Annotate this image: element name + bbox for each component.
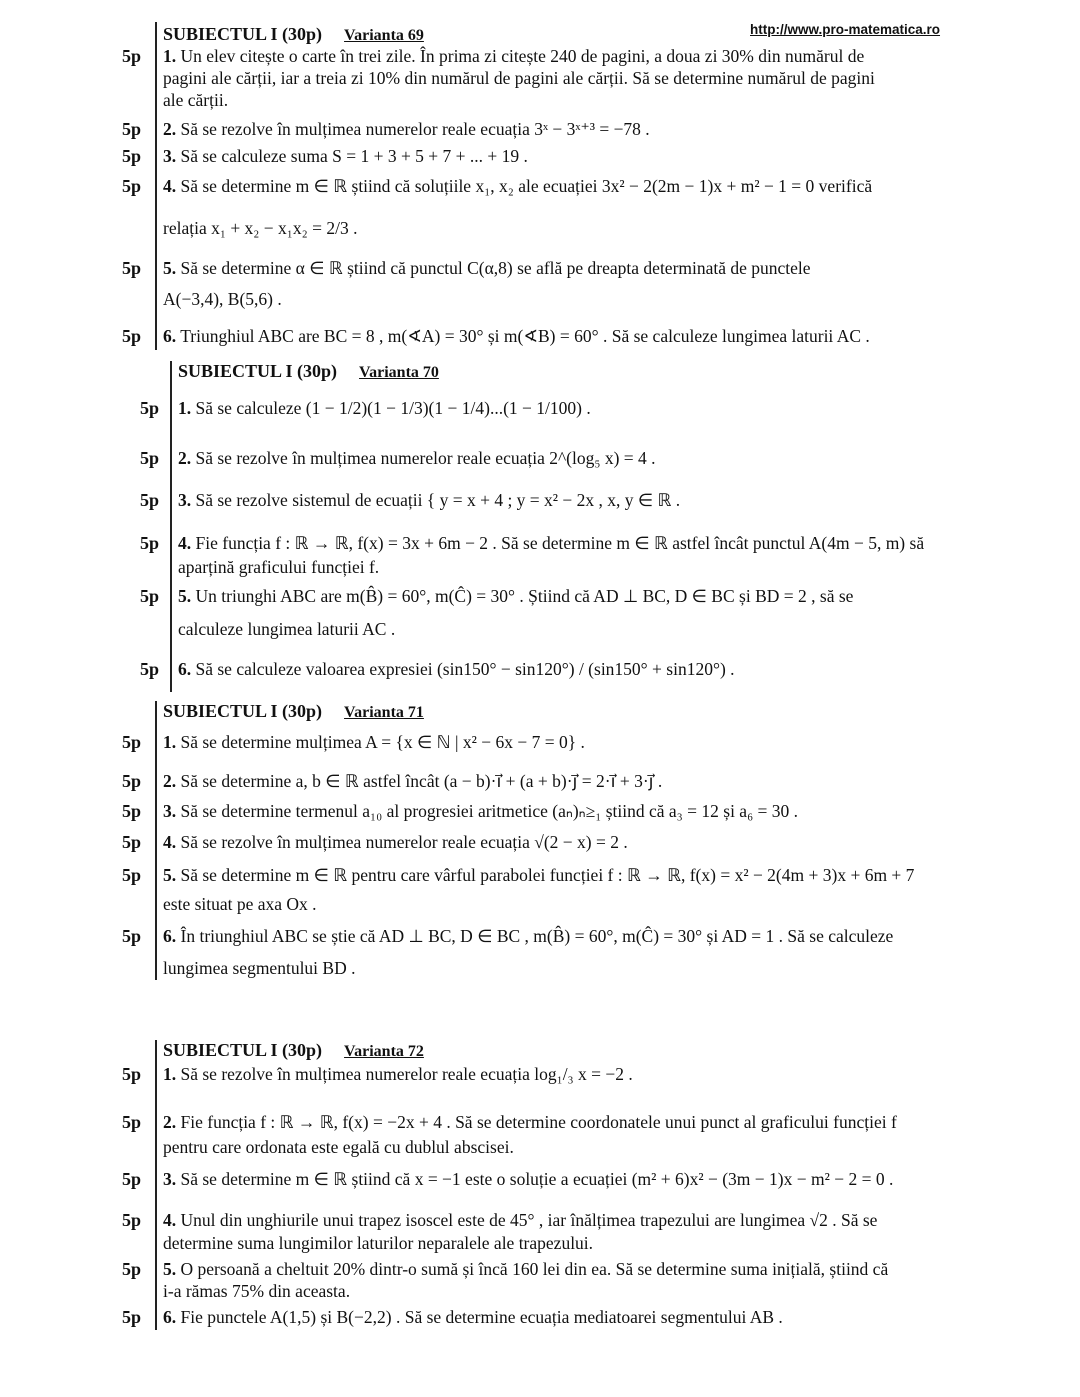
problem-text: Să se rezolve sistemul de ecuații { y = x + 4 ; y = x² − 2x , x, y ∈ ℝ . (195, 490, 681, 510)
problem-text-line (163, 68, 875, 89)
problem-text-line (163, 1112, 897, 1133)
problem-text: A(−3,4), B(5,6) . (163, 289, 282, 309)
problem-text-line (163, 958, 355, 979)
problem-text-line (178, 398, 591, 419)
problem-number: 4. (178, 533, 192, 553)
problem-number: 6. (178, 659, 192, 679)
points-label: 5p (122, 46, 142, 66)
points-label: 5p (122, 801, 142, 821)
problem-text: pagini ale cărții, iar a treia zi 10% din numărul de pagini ale cărții. Să se determine numărul de pagini (163, 68, 875, 88)
variant-label: Varianta 72 (344, 1043, 424, 1060)
problem-text: Fie funcția f : ℝ → ℝ, f(x) = 3x + 6m − 2 . Să se determine m ∈ ℝ astfel încât punctul A(4m − 5, m) să (195, 533, 925, 553)
problem-text-line (163, 894, 317, 915)
problem-number: 6. (163, 326, 177, 346)
problem-number: 1. (163, 46, 177, 66)
margin-rule (155, 701, 157, 980)
points-label: 5p (122, 865, 142, 885)
problem-text-line (163, 732, 585, 753)
problem-number: 3. (163, 1169, 177, 1189)
points-label: 5p (122, 1210, 142, 1230)
problem-number: 4. (163, 832, 177, 852)
problem-text-line (163, 865, 914, 886)
problem-text: calculeze lungimea laturii AC . (178, 619, 396, 639)
problem-text-line (163, 90, 228, 111)
points-label: 5p (122, 1112, 142, 1132)
problem-number: 1. (178, 398, 192, 418)
problem-number: 5. (163, 865, 177, 885)
problem-number: 5. (178, 586, 192, 606)
problem-text: Unul din unghiurile unui trapez isoscel este de 45° , iar înălțimea trapezului are lungimea √2 . Să se (180, 1210, 878, 1230)
problem-text-line (163, 1307, 783, 1328)
problem-text: Să se determine mulțimea A = {x ∈ ℕ | x² − 6x − 7 = 0} . (180, 732, 585, 752)
problem-text: Să se determine termenul a₁₀ al progresiei aritmetice (aₙ)ₙ≥₁ știind că a₃ = 12 și a₆ = 30 . (180, 801, 799, 821)
problem-text: Să se determine a, b ∈ ℝ astfel încât (a − b)·i⃗ + (a + b)·j⃗ = 2·i⃗ + 3·j⃗ . (180, 771, 663, 791)
points-label: 5p (122, 926, 142, 946)
problem-text-line (163, 1259, 888, 1280)
problem-number: 6. (163, 1307, 177, 1327)
problem-text: Să se rezolve în mulțimea numerelor reale ecuația 3ˣ − 3ˣ⁺³ = −78 . (180, 119, 650, 139)
problem-number: 1. (163, 1064, 177, 1084)
problem-number: 1. (163, 732, 177, 752)
points-label: 5p (140, 448, 160, 468)
problem-text: Să se determine m ∈ ℝ pentru care vârful parabolei funcției f : ℝ → ℝ, f(x) = x² − 2(4m + 3)x + 6m + 7 (180, 865, 915, 885)
problem-text: Să se calculeze (1 − 1/2)(1 − 1/3)(1 − 1/4)...(1 − 1/100) . (195, 398, 591, 418)
problem-number: 4. (163, 1210, 177, 1230)
section-title: SUBIECTUL I (30p) (178, 361, 338, 381)
points-label: 5p (122, 1064, 142, 1084)
points-label: 5p (122, 771, 142, 791)
points-label: 5p (140, 586, 160, 606)
points-label: 5p (122, 146, 142, 166)
points-label: 5p (140, 659, 160, 679)
problem-text: i-a rămas 75% din aceasta. (163, 1281, 351, 1301)
margin-rule (170, 361, 172, 692)
problem-text-line (178, 490, 680, 511)
problem-text: relația x₁ + x₂ − x₁x₂ = 2/3 . (163, 218, 358, 238)
problem-text-line (163, 1281, 350, 1302)
points-label: 5p (122, 258, 142, 278)
problem-text-line (163, 1064, 633, 1085)
problem-text: ale cărții. (163, 90, 229, 110)
problem-text-line (178, 448, 656, 469)
points-label: 5p (140, 398, 160, 418)
points-label: 5p (122, 1169, 142, 1189)
section-title: SUBIECTUL I (30p) (163, 1040, 323, 1060)
problem-number: 6. (163, 926, 177, 946)
problem-number: 2. (163, 771, 177, 791)
problem-text: Fie punctele A(1,5) și B(−2,2) . Să se determine ecuația mediatoarei segmentului AB . (180, 1307, 783, 1327)
points-label: 5p (122, 176, 142, 196)
problem-text-line (163, 771, 662, 792)
margin-rule (155, 22, 157, 350)
problem-text-line (163, 926, 893, 947)
problem-text: Să se calculeze valoarea expresiei (sin150° − sin120°) / (sin150° + sin120°) . (195, 659, 735, 679)
problem-number: 3. (163, 146, 177, 166)
problem-text-line (163, 176, 872, 197)
variant-label: Varianta 69 (344, 27, 424, 44)
problem-text-line (178, 586, 853, 607)
problem-text: O persoană a cheltuit 20% dintr-o sumă și încă 160 lei din ea. Să se determine suma inițială, știind că (180, 1259, 889, 1279)
variant-label: Varianta 71 (344, 704, 424, 721)
problem-text: Să se rezolve în mulțimea numerelor reale ecuația log₁/₃ x = −2 . (180, 1064, 633, 1084)
problem-text: Să se determine α ∈ ℝ știind că punctul C(α,8) se află pe dreapta determinată de punctele (180, 258, 811, 278)
problem-text-line (178, 619, 395, 640)
points-label: 5p (122, 832, 142, 852)
problem-text-line (178, 533, 924, 554)
problem-text: Să se determine m ∈ ℝ știind că x = −1 este o soluție a ecuației (m² + 6)x² − (3m − 1)x − m² − 2 = 0 . (180, 1169, 894, 1189)
section-title: SUBIECTUL I (30p) (163, 701, 323, 721)
problem-text-line (163, 1210, 877, 1231)
points-label: 5p (140, 490, 160, 510)
problem-text-line (163, 146, 528, 167)
problem-text-line (163, 289, 282, 310)
section-header (163, 24, 424, 45)
points-label: 5p (122, 1307, 142, 1327)
problem-text-line (163, 1169, 893, 1190)
section-title: SUBIECTUL I (30p) (163, 24, 323, 44)
problem-text-line (163, 119, 650, 140)
problem-text-line (163, 258, 811, 279)
points-label: 5p (122, 326, 142, 346)
problem-text: În triunghiul ABC se știe că AD ⊥ BC, D ∈ BC , m(B̂) = 60°, m(Ĉ) = 30° și AD = 1 . Să se calculeze (180, 926, 894, 946)
section-header (163, 1040, 424, 1061)
problem-text: este situat pe axa Ox . (163, 894, 317, 914)
problem-text: Un elev citește o carte în trei zile. În prima zi citește 240 de pagini, a doua zi 30% din numărul de (180, 46, 865, 66)
problem-text: lungimea segmentului BD . (163, 958, 356, 978)
problem-number: 3. (178, 490, 192, 510)
problem-number: 5. (163, 258, 177, 278)
problem-number: 4. (163, 176, 177, 196)
problem-text: aparțină graficului funcției f. (178, 557, 380, 577)
points-label: 5p (122, 1259, 142, 1279)
problem-text-line (178, 557, 379, 578)
problem-text-line (163, 832, 628, 853)
problem-text: pentru care ordonata este egală cu dublul abscisei. (163, 1137, 514, 1157)
points-label: 5p (122, 119, 142, 139)
problem-text-line (163, 801, 798, 822)
problem-text: Triunghiul ABC are BC = 8 , m(∢A) = 30° și m(∢B) = 60° . Să se calculeze lungimea laturii AC . (180, 326, 870, 346)
problem-text-line (163, 1137, 514, 1158)
problem-text: Să se rezolve în mulțimea numerelor reale ecuația √(2 − x) = 2 . (180, 832, 628, 852)
problem-text: Să se rezolve în mulțimea numerelor reale ecuația 2^(log₅ x) = 4 . (195, 448, 656, 468)
problem-number: 2. (163, 119, 177, 139)
problem-text: Fie funcția f : ℝ → ℝ, f(x) = −2x + 4 . Să se determine coordonatele unui punct al graficului funcției f (180, 1112, 897, 1132)
points-label: 5p (122, 732, 142, 752)
problem-text-line (163, 1233, 593, 1254)
variant-label: Varianta 70 (359, 364, 439, 381)
site-url-link[interactable]: http://www.pro-matematica.ro (750, 22, 941, 37)
problem-text: Un triunghi ABC are m(B̂) = 60°, m(Ĉ) = 30° . Știind că AD ⊥ BC, D ∈ BC și BD = 2 , să se (195, 586, 854, 606)
section-header (178, 361, 439, 382)
margin-rule (155, 1040, 157, 1330)
problem-text-line (163, 46, 864, 67)
problem-text: determine suma lungimilor laturilor neparalele ale trapezului. (163, 1233, 594, 1253)
problem-text-line (163, 326, 870, 347)
problem-number: 5. (163, 1259, 177, 1279)
problem-text-line (178, 659, 735, 680)
section-header (163, 701, 424, 722)
points-label: 5p (140, 533, 160, 553)
problem-number: 3. (163, 801, 177, 821)
problem-text-line (163, 218, 357, 239)
problem-number: 2. (163, 1112, 177, 1132)
problem-number: 2. (178, 448, 192, 468)
problem-text: Să se calculeze suma S = 1 + 3 + 5 + 7 + ... + 19 . (180, 146, 528, 166)
problem-text: Să se determine m ∈ ℝ știind că soluțiile x₁, x₂ ale ecuației 3x² − 2(2m − 1)x + m² − 1 = 0 verifică (180, 176, 873, 196)
